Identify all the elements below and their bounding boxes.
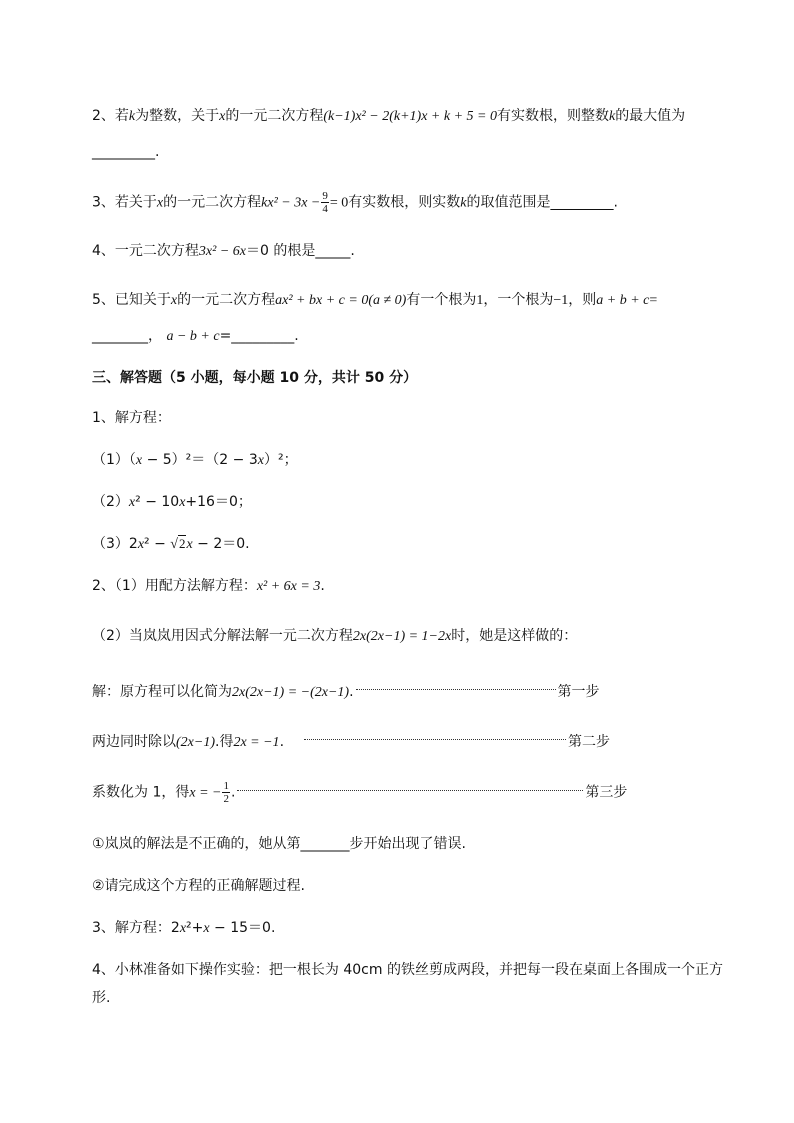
problem-3 [92,918,275,939]
q3-text: 的取值范围是_________. [466,194,618,211]
q5-expr-a-plus-b-plus-c: a + b + c [596,293,650,308]
q3-fraction [321,190,329,215]
step3-equation: x = − [189,785,222,801]
p1-var-x: x [135,453,143,468]
p1-part1-label: （1）（ [92,452,136,468]
p1-text: ² − [144,536,171,552]
step3-fraction-numerator: 1 [223,780,229,792]
problem-1-part-2 [92,492,252,513]
q5-equation: ax² + bx + c = 0(a ≠ 0) [275,293,407,308]
p1-var-x: x [137,537,145,552]
problem-1-part-3 [92,534,250,555]
sqrt-symbol: √2 [170,536,186,552]
q5-text: 已知关于 [114,292,171,308]
step3-text: 系数化为 1，得 [92,784,190,801]
step1-equation: 2x(2x−1) = −(2x−1) [232,685,350,700]
q2-var-x: x [219,109,226,124]
q5-text: ，则 [568,292,597,308]
step3-fraction [222,780,230,805]
question-4 [92,241,355,262]
p1-text: − 2＝0. [192,536,250,552]
step1-leader-dots [356,688,556,690]
p3-text: 3、解方程：2 [92,920,180,936]
problem-4-line-1: 4、小林准备如下操作实验：把一根长为 40cm 的铁丝剪成两段，并把每一段在桌面上各围成一个正方 [92,962,723,978]
sqrt-radicand: 2 [178,536,186,551]
p2-text: （2）当岚岚用因式分解法解一元二次方程 [92,628,353,644]
q5-equals: = [649,293,658,308]
q4-text: ＝0 的根是_____. [246,243,355,259]
step2-label: 第二步 [568,734,611,750]
problem-2-part-1 [92,576,325,597]
p3-var-x: x [203,921,210,936]
q3-var-k: k [460,195,467,211]
p1-var-x: x [257,453,264,468]
q5-blank-1: ________， [92,328,162,344]
solution-step-3 [92,780,627,805]
q2-var-k: k [128,109,136,124]
p1-text: ）²； [263,452,298,468]
section-3-heading: 三、解答题（5 小题，每小题 10 分，共计 50 分） [92,370,418,386]
step1-text: 解：原方程可以化简为 [92,684,232,700]
solution-step-1 [92,682,600,703]
step3-label: 第三步 [585,784,628,801]
q3-text: 若关于 [114,194,157,211]
q2-equation: (k−1)x² − 2(k+1)x + k + 5 = 0 [323,109,497,124]
q2-text: 有实数根，则整数 [496,108,609,124]
p3-var-x: x [179,921,187,936]
q3-var-x: x [156,195,164,211]
problem-1-part-1 [92,450,298,471]
q5-root-1: 1 [476,293,484,308]
q5-text: 的一元二次方程 [177,292,276,308]
q2-text: 若 [114,108,129,124]
q2-var-k: k [608,109,616,124]
q5-line-2 [92,326,299,347]
q3-number: 3、 [92,194,115,211]
question-correct-solution: ②请完成这个方程的正确解题过程. [92,878,306,894]
q2-text: 的一元二次方程 [225,108,324,124]
solution-step-2 [92,732,610,753]
step2-text: 两边同时除以 [92,734,176,750]
question-3 [92,190,618,215]
step1-label: 第一步 [557,684,600,700]
question-2 [92,106,685,127]
q2-answer-blank: _________. [92,144,160,160]
question-5 [92,290,657,311]
p3-text: ²+ [186,920,204,936]
q3-text: 有实数根，则实数 [348,194,461,211]
q5-expr-a-minus-b-plus-c: a − b + c [166,329,220,344]
p3-text: − 15＝0. [209,920,276,936]
p1-part2-label: （2） [92,494,129,510]
q2-text: 为整数，关于 [135,108,220,124]
problem-4-line-2: 形. [92,990,111,1006]
problem-1-title: 1、解方程： [92,410,171,426]
p1-part3-label: （3）2 [92,536,138,552]
p1-text: − 5）²＝（2 − 3 [142,452,258,468]
p1-var-x: x [179,495,186,510]
q5-blank-2: =_________. [219,328,299,344]
step3-fraction-denominator: 2 [223,793,229,805]
q3-equation: kx² − 3x − [261,195,321,211]
step2-text: . [279,734,285,750]
p2-equation: x² + 6x = 3 [256,579,321,594]
step2-equation: 2x = −1 [233,735,280,750]
q2-text: 的最大值为 [615,108,686,124]
q5-text: 有一个根为 [406,292,477,308]
step3-leader-dots [237,789,583,791]
q4-equation: 3x² − 6x [198,244,246,259]
p1-var-x: x [128,495,136,510]
q5-text: ，一个根为 [483,292,554,308]
step2-leader-dots [304,738,566,740]
p2-text: 2、（1）用配方法解方程： [92,578,257,594]
step2-divisor: (2x−1) [176,735,215,750]
q5-number: 5、 [92,292,115,308]
question-error-step: ①岚岚的解法是不正确的，她从第_______步开始出现了错误. [92,836,466,852]
p1-text: +16＝0； [185,494,252,510]
step3-text: . [230,784,236,801]
q3-text: 的一元二次方程 [163,194,262,211]
q2-number: 2、 [92,108,115,124]
step1-text: . [349,684,354,700]
p2-text: 时，她是这样做的： [451,628,578,644]
q3-equation-end: = 0 [329,195,349,211]
q3-fraction-numerator: 9 [322,190,328,202]
q5-root-neg1: −1 [553,293,569,308]
problem-2-part-2 [92,626,577,647]
q3-fraction-denominator: 4 [322,203,328,215]
p1-var-x: x [186,537,193,552]
q5-var-x: x [170,293,178,308]
step2-text: .得 [215,734,234,750]
p2-equation: 2x(2x−1) = 1−2x [352,629,452,644]
p1-text: ² − 10 [135,494,180,510]
p2-text: . [320,578,325,594]
q4-text: 4、一元二次方程 [92,243,199,259]
